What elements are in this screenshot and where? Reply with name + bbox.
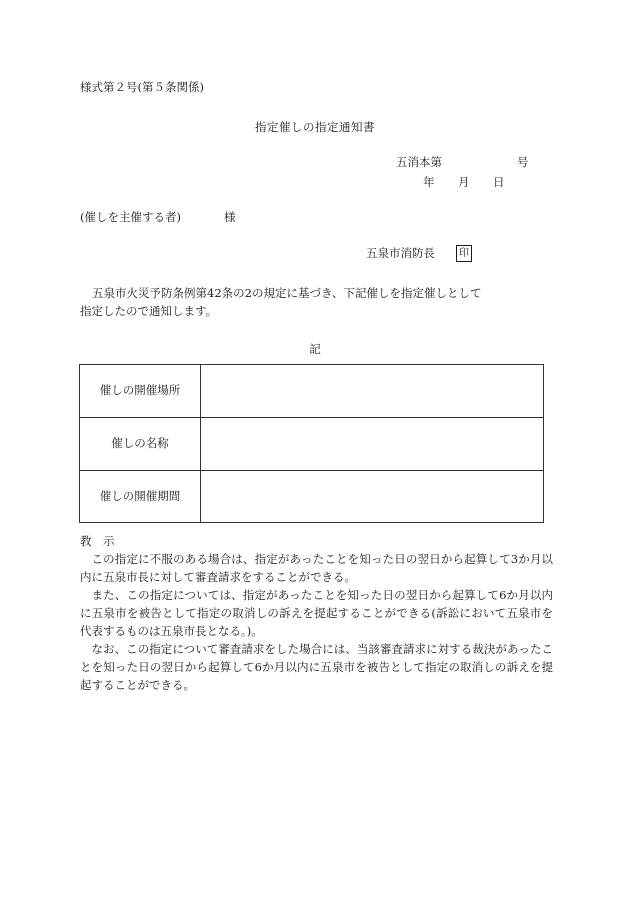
seal-mark: 印 xyxy=(456,245,472,262)
kyouji-paragraph-2: また、この指定については、指定があったことを知った日の翌日から起算して6か月以内に五泉市を被告として指定の取消しの訴えを提起することができる(訴訟において五泉市を代表するものは五泉市長となる。)。 xyxy=(80,588,553,638)
event-details-table xyxy=(79,364,544,523)
kyouji-paragraph-1: この指定に不服のある場合は、指定があったことを知った日の翌日から起算して3か月以内に五泉市長に対して審査請求をすることができる。 xyxy=(80,552,553,584)
table-row xyxy=(80,418,544,471)
addressee-name: (催しを主催する者) xyxy=(80,210,181,224)
date-year-label: 年 xyxy=(423,175,435,189)
document-number-prefix: 五消本第 xyxy=(396,155,442,169)
kyouji-body xyxy=(80,550,553,694)
addressee-honorific: 様 xyxy=(224,210,236,224)
row-label-period: 催しの開催期間 xyxy=(80,471,201,523)
row-value-period xyxy=(201,471,544,523)
document-title: 指定催しの指定通知書 xyxy=(255,120,375,134)
table-row xyxy=(80,471,544,523)
kyouji-heading: 教 示 xyxy=(80,534,115,548)
issuer-name: 五泉市消防長 xyxy=(366,246,435,260)
date-day-label: 日 xyxy=(493,175,505,189)
row-value-venue xyxy=(201,365,544,418)
body-text-line-1: 五泉市火災予防条例第42条の2の規定に基づき、下記催しを指定催しとして xyxy=(92,286,482,300)
kyouji-paragraph-3: なお、この指定について審査請求をした場合には、当該審査請求に対する裁決があったことを知った日の翌日から起算して6か月以内に五泉市を被告として指定の取消しの訴えを提起することができる。 xyxy=(80,642,553,692)
table-row xyxy=(80,365,544,418)
date-month-label: 月 xyxy=(458,175,470,189)
body-text-line-2: 指定したので通知します。 xyxy=(80,304,218,318)
document-number-suffix: 号 xyxy=(517,155,529,169)
row-value-event-name xyxy=(201,418,544,471)
row-label-event-name: 催しの名称 xyxy=(80,418,201,471)
row-label-venue: 催しの開催場所 xyxy=(80,365,201,418)
form-number: 様式第２号(第５条関係) xyxy=(80,80,204,94)
ki-heading: 記 xyxy=(309,342,321,356)
